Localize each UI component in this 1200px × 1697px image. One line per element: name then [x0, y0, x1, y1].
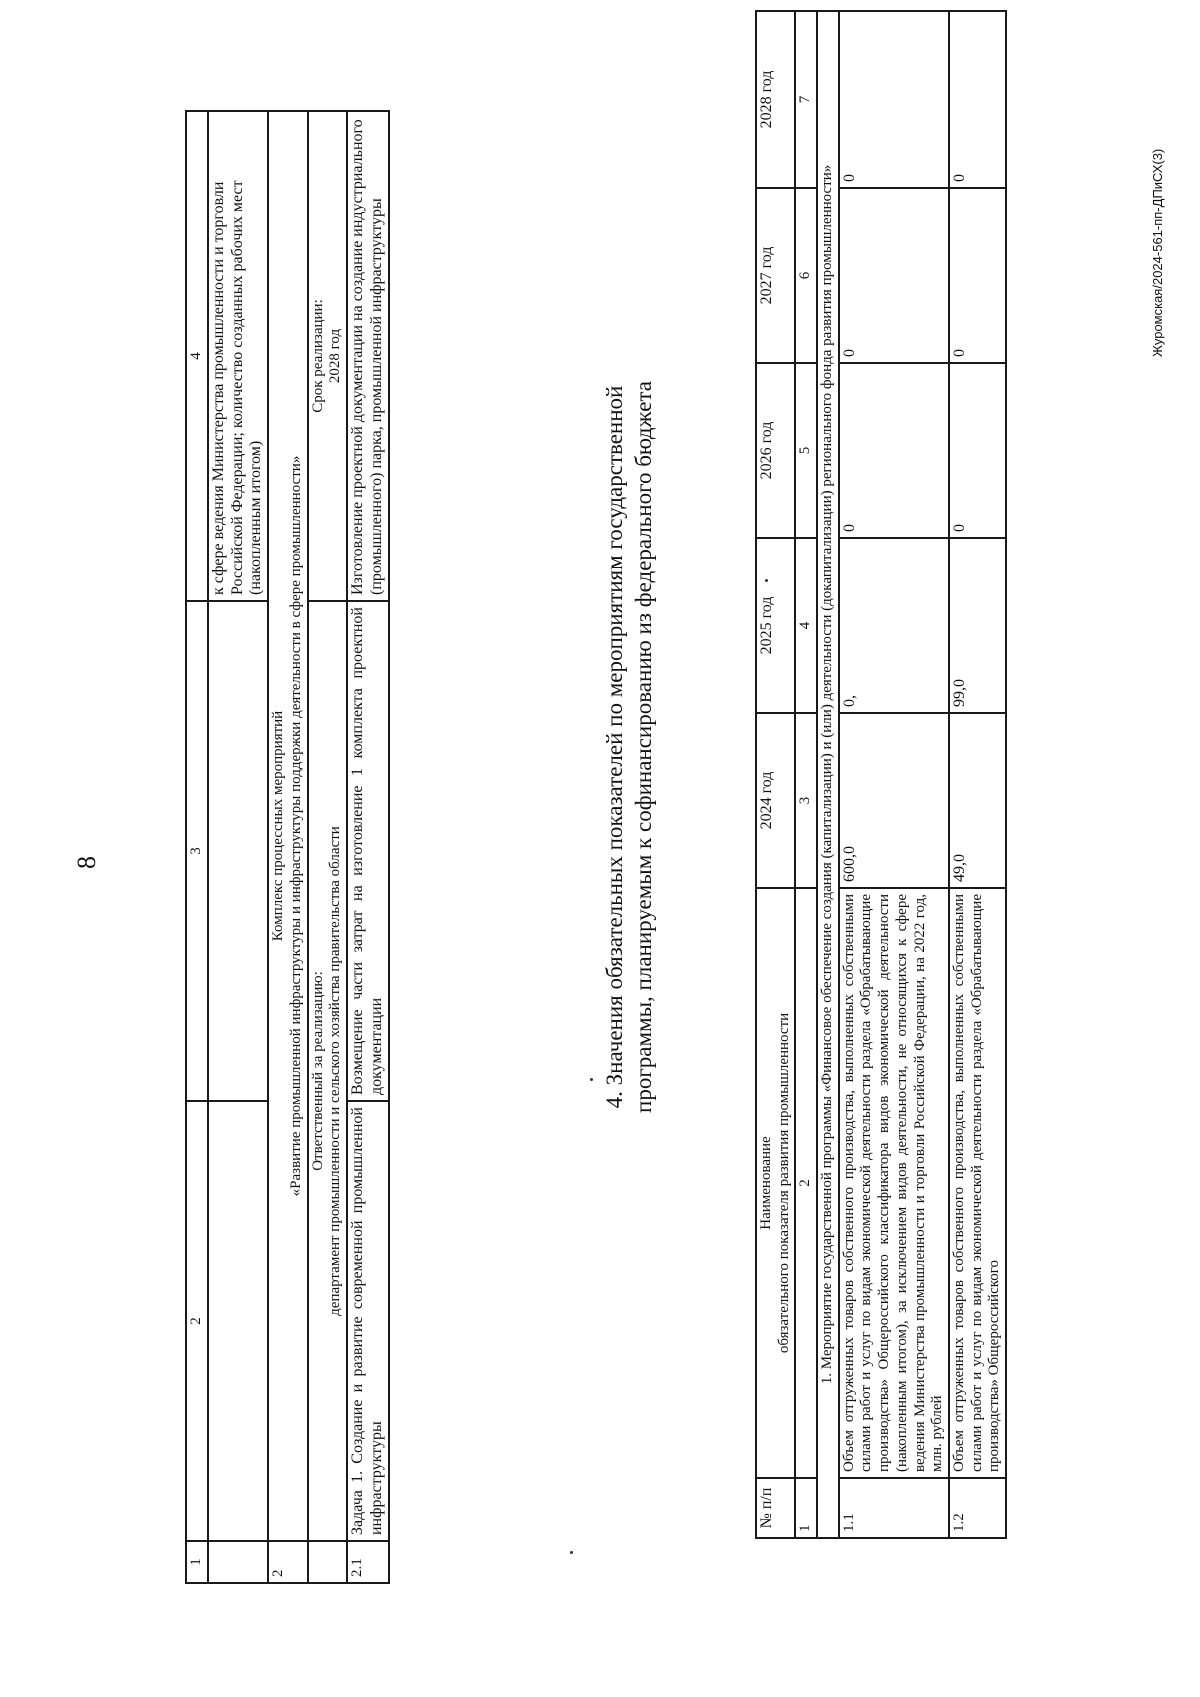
page-number: 8 — [72, 856, 101, 869]
scan-speck — [570, 1551, 573, 1554]
measures-table — [185, 110, 390, 1584]
header-cell: 3 — [186, 601, 208, 1101]
indicator-name: Объем отгруженных товаров собственного производства, выполненных собственными силами работ и услуг по видам экономической деятельности раздела «Обрабатывающие производства» Общероссийского классификатора видов экономической деятельности (накопленным итогом), за исключением видов деятельности, не относящихся к сфере ведения Министерства промышленности и торговли Российской Федерации, на 2022 год, млн. рублей — [839, 888, 949, 1478]
header-year: 2027 год — [756, 188, 795, 363]
footer-stamp: Журомская/2024-561-пп-ДПиСХ(3) — [1150, 148, 1165, 357]
index-cell: 2 — [795, 888, 817, 1478]
responsible-label: Ответственный за реализацию: — [309, 971, 326, 1171]
index-cell: 1 — [795, 1478, 817, 1538]
table-header-row — [186, 111, 208, 1583]
header-name-line2: обязательного показателя развития промышленности — [775, 1012, 792, 1354]
scan-speck — [590, 1078, 593, 1081]
indicators-table — [755, 10, 1007, 1539]
section-row — [268, 111, 307, 1583]
header-num: № п/п — [756, 1478, 795, 1538]
term-value: 2028 год — [327, 328, 344, 384]
event-row — [817, 11, 839, 1538]
table-row — [949, 11, 1006, 1538]
term-label: Срок реализации: — [309, 299, 326, 413]
table-header-row — [756, 11, 795, 1538]
index-cell: 5 — [795, 363, 817, 538]
header-name-line1: Наименование — [758, 1136, 774, 1230]
header-cell: 4 — [186, 111, 208, 601]
header-cell: 1 — [186, 1541, 208, 1583]
indicator-name: Объем отгруженных товаров собственного производства, выполненных собственными силами работ и услуг по видам экономической деятельности раздела «Обрабатывающие производства» Общероссийского — [949, 888, 1006, 1478]
table-row — [347, 111, 389, 1583]
index-cell: 7 — [795, 11, 817, 188]
section-subtitle: «Развитие промышленной инфраструктуры и инфраструктуры поддержки деятельности в сфере промышленности» — [288, 455, 304, 1197]
header-year: 2024 год — [756, 713, 795, 888]
value-cell: 0 — [839, 363, 949, 538]
index-cell: 3 — [795, 713, 817, 888]
header-year: 2028 год — [756, 11, 795, 188]
row-number: 1.1 — [839, 1478, 949, 1538]
scan-speck — [765, 579, 768, 582]
value-cell: 99,0 — [949, 538, 1006, 713]
responsible-value: департамент промышленности и сельского хозяйства правительства области — [327, 826, 344, 1316]
indicator-text: к сфере ведения Министерства промышленности и торговли Российской Федерации; количество созданных рабочих мест (накопленным итогом) — [208, 111, 269, 601]
header-year: 2026 год — [756, 363, 795, 538]
row-number: 1.2 — [949, 1478, 1006, 1538]
section-4-title: 4. Значения обязательных показателей по мероприятиям государственной программы, планируемым к софинансированию из федерального бюджета — [602, 381, 657, 1113]
responsible-row — [308, 111, 347, 1583]
header-cell: 2 — [186, 1101, 208, 1541]
header-year: 2025 год — [756, 538, 795, 713]
event-title: 1. Мероприятие государственной программы «Финансовое обеспечение создания (капитализации) и (или) деятельности (докапитализации) регионального фонда развития промышленности» — [817, 11, 839, 1538]
value-cell: 0 — [949, 11, 1006, 188]
value-cell: 0 — [949, 363, 1006, 538]
value-cell: 0 — [839, 188, 949, 363]
index-row — [795, 11, 817, 1538]
row-number: 2.1 — [347, 1541, 389, 1583]
task-text: Задача 1. Создание и развитие современной промышленной инфраструктуры — [347, 1101, 389, 1541]
table-row — [839, 11, 949, 1538]
value-cell: 0 — [839, 11, 949, 188]
table-row — [208, 111, 269, 1583]
index-cell: 6 — [795, 188, 817, 363]
value-cell: 0 — [949, 188, 1006, 363]
measure-text: Возмещение части затрат на изготовление 1 комплекта проектной документации — [347, 601, 389, 1101]
value-cell: 600,0 — [839, 713, 949, 888]
value-cell: 0, — [839, 538, 949, 713]
section-number: 2 — [268, 1541, 307, 1583]
index-cell: 4 — [795, 538, 817, 713]
section-title: Комплекс процессных мероприятий — [270, 710, 287, 942]
value-cell: 49,0 — [949, 713, 1006, 888]
result-text: Изготовление проектной документации на создание индустриального (промышленного) парка, промышленной инфраструктуры — [347, 111, 389, 601]
